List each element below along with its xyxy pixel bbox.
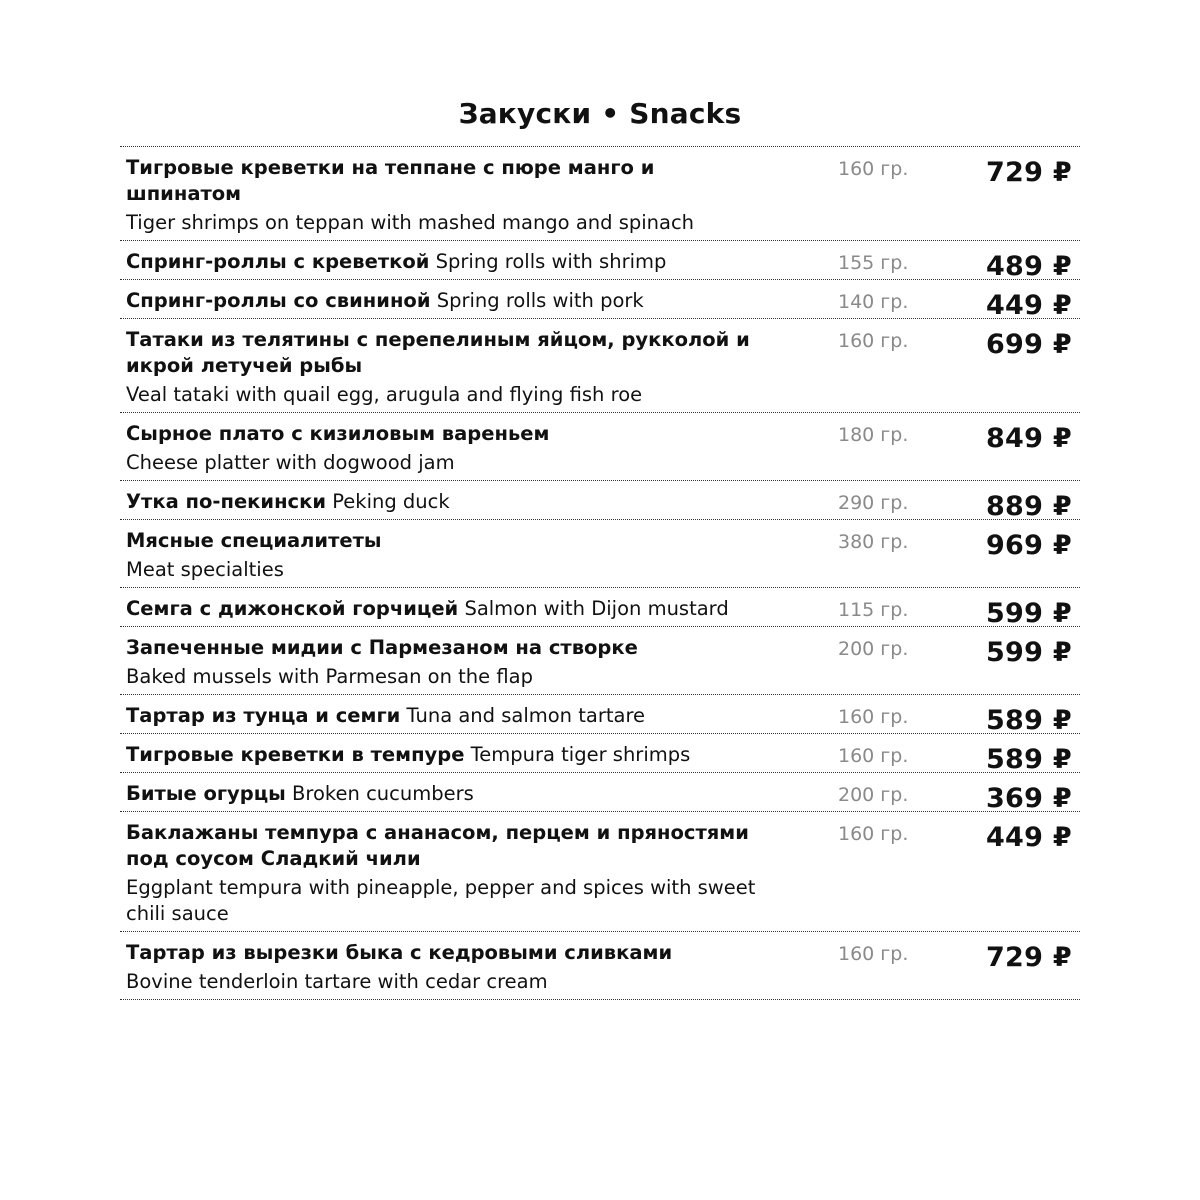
dish-name-en: Spring rolls with shrimp xyxy=(435,250,667,273)
dish-weight: 140 гр. xyxy=(838,291,909,313)
dish-name xyxy=(126,155,776,236)
dish-name-en: Cheese platter with dogwood jam xyxy=(126,451,455,474)
dish-name-ru: Спринг-роллы с креветкой xyxy=(126,250,430,273)
dish-price: 699 ₽ xyxy=(985,329,1072,360)
menu-item xyxy=(120,932,1080,1000)
dish-price: 889 ₽ xyxy=(985,491,1072,522)
dish-weight: 155 гр. xyxy=(838,252,909,274)
dish-name-en: Tiger shrimps on teppan with mashed mango and spinach xyxy=(126,211,695,234)
dish-name-en: Tuna and salmon tartare xyxy=(406,704,646,727)
dish-name-en: Veal tataki with quail egg, arugula and flying fish roe xyxy=(126,383,643,406)
dish-price: 449 ₽ xyxy=(985,290,1072,321)
dish-price: 449 ₽ xyxy=(985,822,1072,853)
dish-name-ru: Мясные специалитеты xyxy=(126,529,382,552)
dish-weight: 160 гр. xyxy=(838,330,909,352)
dish-name xyxy=(126,781,776,807)
dish-weight: 200 гр. xyxy=(838,784,909,806)
dish-name xyxy=(126,421,776,476)
menu-item xyxy=(120,481,1080,520)
menu-item xyxy=(120,695,1080,734)
dish-name-ru: Тигровые креветки в темпуре xyxy=(126,743,465,766)
dish-weight: 180 гр. xyxy=(838,424,909,446)
menu-item xyxy=(120,147,1080,241)
dish-price: 589 ₽ xyxy=(985,744,1072,775)
dish-weight: 380 гр. xyxy=(838,531,909,553)
dish-name xyxy=(126,489,776,515)
dish-name-en: Salmon with Dijon mustard xyxy=(464,597,729,620)
dish-name xyxy=(126,249,776,275)
dish-name xyxy=(126,742,776,768)
dish-name xyxy=(126,327,776,408)
dish-name-en: Spring rolls with pork xyxy=(436,289,644,312)
dish-price: 589 ₽ xyxy=(985,705,1072,736)
dish-name-ru: Тартар из тунца и семги xyxy=(126,704,401,727)
dish-name-ru: Баклажаны темпура с ананасом, перцем и пряностями под соусом Сладкий чили xyxy=(126,821,749,870)
dish-price: 599 ₽ xyxy=(985,637,1072,668)
dish-price: 969 ₽ xyxy=(985,530,1072,561)
menu-item xyxy=(120,627,1080,695)
dish-name-ru: Запеченные мидии с Пармезаном на створке xyxy=(126,636,638,659)
menu-item xyxy=(120,241,1080,280)
menu-item xyxy=(120,812,1080,932)
dish-name-ru: Семга с дижонской горчицей xyxy=(126,597,459,620)
dish-weight: 160 гр. xyxy=(838,745,909,767)
dish-weight: 115 гр. xyxy=(838,599,909,621)
dish-name-en: Peking duck xyxy=(332,490,450,513)
dish-name-ru: Битые огурцы xyxy=(126,782,286,805)
dish-name-en: Meat specialties xyxy=(126,558,284,581)
dish-name-en: Broken cucumbers xyxy=(292,782,474,805)
dish-weight: 160 гр. xyxy=(838,823,909,845)
dish-weight: 290 гр. xyxy=(838,492,909,514)
dish-name-ru: Тартар из вырезки быка с кедровыми сливками xyxy=(126,941,673,964)
dish-price: 369 ₽ xyxy=(985,783,1072,814)
dish-price: 729 ₽ xyxy=(985,942,1072,973)
dish-name xyxy=(126,635,776,690)
page-title: Закуски • Snacks xyxy=(458,97,742,130)
menu-item xyxy=(120,319,1080,413)
dish-name xyxy=(126,820,776,927)
dish-name xyxy=(126,528,776,583)
dish-name-ru: Утка по-пекински xyxy=(126,490,327,513)
dish-name-ru: Спринг-роллы со свининой xyxy=(126,289,431,312)
menu-item xyxy=(120,280,1080,319)
dish-weight: 160 гр. xyxy=(838,943,909,965)
dish-name-en: Tempura tiger shrimps xyxy=(470,743,691,766)
menu-item xyxy=(120,413,1080,481)
dish-weight: 200 гр. xyxy=(838,638,909,660)
dish-price: 849 ₽ xyxy=(985,423,1072,454)
dish-weight: 160 гр. xyxy=(838,706,909,728)
menu-item xyxy=(120,734,1080,773)
dish-name-ru: Татаки из телятины с перепелиным яйцом, рукколой и икрой летучей рыбы xyxy=(126,328,750,377)
dish-name-en: Bovine tenderloin tartare with cedar cream xyxy=(126,970,548,993)
menu-list xyxy=(120,146,1080,1000)
menu-item xyxy=(120,773,1080,812)
menu-item xyxy=(120,588,1080,627)
dish-name xyxy=(126,288,776,314)
dish-name-ru: Тигровые креветки на теппане с пюре манго и шпинатом xyxy=(126,156,655,205)
dish-weight: 160 гр. xyxy=(838,158,909,180)
menu-item xyxy=(120,520,1080,588)
dish-name-en: Baked mussels with Parmesan on the flap xyxy=(126,665,533,688)
dish-price: 489 ₽ xyxy=(985,251,1072,282)
dish-name xyxy=(126,940,776,995)
dish-price: 599 ₽ xyxy=(985,598,1072,629)
dish-name-ru: Сырное плато с кизиловым вареньем xyxy=(126,422,550,445)
dish-name-en: Eggplant tempura with pineapple, pepper and spices with sweet chili sauce xyxy=(126,876,756,925)
dish-name xyxy=(126,596,776,622)
dish-name xyxy=(126,703,776,729)
dish-price: 729 ₽ xyxy=(985,157,1072,188)
